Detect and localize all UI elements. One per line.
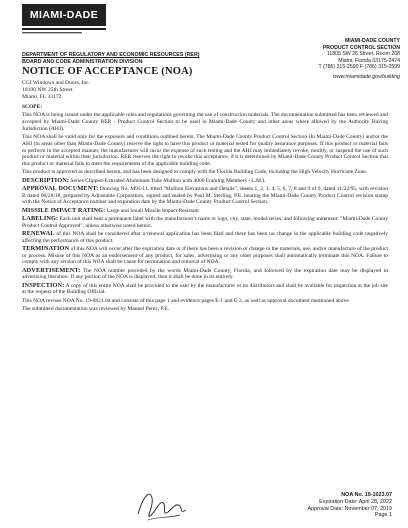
addressee-street: 10100 NW 25th Street: [22, 87, 73, 93]
labeling-text: Each unit shall bear a permanent label with the manufacturer's name or logo, city, state, model/series, and following statement: "Miami-Dade County Product Control Approved", unless otherwise noted herein.: [22, 215, 389, 229]
logo-underline-graphic: [22, 27, 106, 37]
renewal-paragraph: [22, 231, 388, 245]
division-name: BOARD AND CODE ADMINISTRATION DIVISION: [22, 58, 143, 65]
approval-text: Drawing No. M95-11, titled "Mullion Elevations and Details", sheets 1, 2, 3, 4, 5, 6, 7, 8 and 9 of 9, dated 11/22/95, with revision B dated 06/28/18, prepared by Adjustable Corporation, signed and sealed by Paul M. Sterling, P.E. bearing the Miami-Dade County Product Control revision stamp with the Notice of Acceptance number and expiration date by the Miami-Dade County Product Control Section.: [22, 185, 389, 206]
description-paragraph: [22, 178, 388, 185]
missile-label: MISSILE IMPACT RATING:: [22, 206, 106, 214]
expiration-date: Expiration Date: April 28, 2022: [319, 498, 392, 505]
signature: [130, 484, 190, 524]
submitted-text: The submitted documentation was reviewed by Manuel Perez, P.E.: [22, 305, 170, 312]
scope-label: SCOPE:: [22, 104, 43, 110]
inspection-text: A copy of this entire NOA shall be provided to the user by the manufacturer or its distributors and shall be available for inspection at the job site at the request of the Building Official.: [22, 282, 388, 296]
inspection-paragraph: [22, 283, 388, 297]
county-contact-block: [288, 38, 400, 81]
noa-number: NOA No. 19-1023.07: [341, 492, 392, 498]
description-text: Series Clipped-Extruded Aluminum Tube Mullion with 4000 Framing Members - L.M.I.: [70, 177, 266, 184]
advertisement-paragraph: [22, 268, 388, 282]
addressee-company: CGI Windows and Doors, Inc.: [22, 80, 91, 86]
scope-paragraph: [22, 104, 388, 111]
validity-text: This NOA shall be valid only for the exposure and conditions outlined herein. The Miami-Dade County Product Control Section (In Miami-Dade County) and/or the AHJ (in areas other than Miami-Dade County) reserve the right to have this product or material tested for quality assurance purposes. If this product or material fails to perform in the accepted manner, the manufacturer will incur the expense of such testing and the AHJ may immediately revoke, modify, or suspend the use of such product or material within their jurisdiction. RER reserves the right to revoke this acceptance, if it is determined by Miami-Dade County Product Control Section that this product or material fails to meet the requirements of the applicable building code.: [22, 134, 388, 167]
miami-dade-logo: [22, 4, 106, 48]
approval-label: APPROVAL DOCUMENT:: [22, 184, 99, 192]
scope-text: This NOA is being issued under the applicable rules and regulations governing the use of construction materials. The documentation submitted has been reviewed and accepted by Miami-Dade County RER - Product Control Section to be used in Miami-Dade County and other areas where allowed by the Authority Having Jurisdiction (AHJ).: [22, 112, 388, 132]
missile-paragraph: [22, 208, 388, 215]
description-label: DESCRIPTION:: [22, 176, 70, 184]
termination-paragraph: [22, 246, 388, 266]
noa-footer: [296, 492, 392, 519]
noa-body: [22, 104, 388, 314]
document-title: NOTICE OF ACCEPTANCE (NOA): [22, 66, 193, 77]
approval-date: Approval Date: November 07, 2019: [307, 505, 392, 512]
addressee-city: Miami, FL 33172: [22, 94, 62, 100]
office-address: 11805 SW 26 Street, Room 208: [326, 51, 400, 58]
addressee-block: [22, 80, 90, 101]
county-name: MIAMI-DADE COUNTY: [344, 38, 400, 44]
section-name: PRODUCT CONTROL SECTION: [322, 44, 400, 51]
missile-text: Large and Small Missile Impact Resistant: [106, 207, 199, 214]
labeling-label: LABELING:: [22, 214, 59, 222]
office-phone: T (786) 315-2590 F (786) 315-2599: [318, 64, 400, 71]
office-website: www.miamidade.gov/building: [333, 73, 400, 80]
approval-paragraph: [22, 186, 388, 206]
office-city: Miami, Florida 33175-2474: [338, 57, 400, 64]
advertisement-text: The NOA number preceded by the words Miami-Dade County, Florida, and followed by the expiration date may be displayed in advertising literature. If any portion of the NOA is displayed, then it shall be done in its entirety.: [22, 267, 388, 281]
code-text: This product is approved as described herein, and has been designed to comply with the Florida Building Code, including the High Velocity Hurricane Zone.: [22, 169, 368, 176]
revises-text: This NOA revises NOA No. 19-0821.04 and consists of this page 1 and evidence pages E-1 and E-2, as well as approval document mentioned above.: [22, 297, 351, 304]
termination-label: TERMINATION: [22, 244, 70, 252]
renewal-text: of this NOA shall be considered after a renewal application has been filed and there has been no change in the applicable building code negatively affecting the performance of this product.: [22, 230, 388, 244]
department-header: [22, 52, 200, 65]
department-name: DEPARTMENT OF REGULATORY AND ECONOMIC RESOURCES (RER): [22, 52, 200, 58]
labeling-paragraph: [22, 216, 388, 230]
advertisement-label: ADVERTISEMENT:: [22, 266, 81, 274]
logo-wordmark: MIAMI-DADE: [22, 4, 106, 26]
renewal-label: RENEWAL: [22, 229, 55, 237]
page-number: Page 1: [374, 512, 392, 519]
inspection-label: INSPECTION:: [22, 281, 65, 289]
termination-text: of this NOA will occur after the expiration date or if there has been a revision or change in the materials, use, and/or manufacture of the product or process. Misuse of this NOA as an endorsement of any product, for sales, advertising or any other purposes shall automatically terminate this NOA. Failure to comply with any section of this NOA shall be cause for termination and removal of NOA.: [22, 245, 389, 266]
